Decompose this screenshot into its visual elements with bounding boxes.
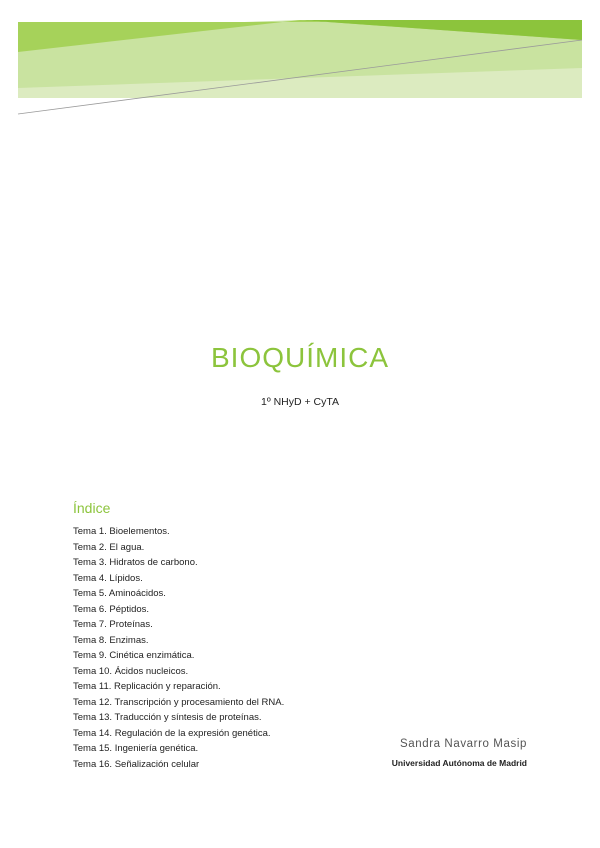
author-name: Sandra Navarro Masip [399, 738, 527, 750]
index-item: Tema 10. Ácidos nucleicos. [73, 665, 189, 677]
document-subtitle: 1º NHyD + CyTA [260, 396, 340, 408]
index-item: Tema 8. Enzimas. [73, 634, 149, 646]
index-item: Tema 9. Cinética enzimática. [73, 650, 195, 661]
header-decoration [0, 0, 600, 130]
index-list [73, 524, 284, 772]
index-item: Tema 13. Traducción y síntesis de proteínas. [73, 712, 262, 723]
index-item: Tema 14. Regulación de la expresión genética. [73, 727, 271, 739]
university-name: Universidad Autónoma de Madrid [391, 758, 527, 768]
index-item: Tema 7. Proteínas. [73, 619, 153, 630]
index-item: Tema 5. Aminoácidos. [73, 588, 166, 599]
index-item: Tema 1. Bioelementos. [73, 526, 170, 537]
index-item: Tema 11. Replicación y reparación. [73, 681, 221, 692]
index-item: Tema 3. Hidratos de carbono. [73, 557, 198, 568]
index-item: Tema 4. Lípidos. [73, 572, 143, 584]
index-heading: Índice [73, 500, 111, 516]
index-item: Tema 12. Transcripción y procesamiento del RNA. [73, 696, 285, 708]
index-item: Tema 15. Ingeniería genética. [73, 743, 199, 754]
index-item: Tema 6. Péptidos. [73, 603, 150, 615]
index-item: Tema 16. Señalización celular [73, 758, 200, 770]
document-title: BIOQUÍMICA [210, 342, 389, 373]
index-item: Tema 2. El agua. [73, 541, 145, 553]
